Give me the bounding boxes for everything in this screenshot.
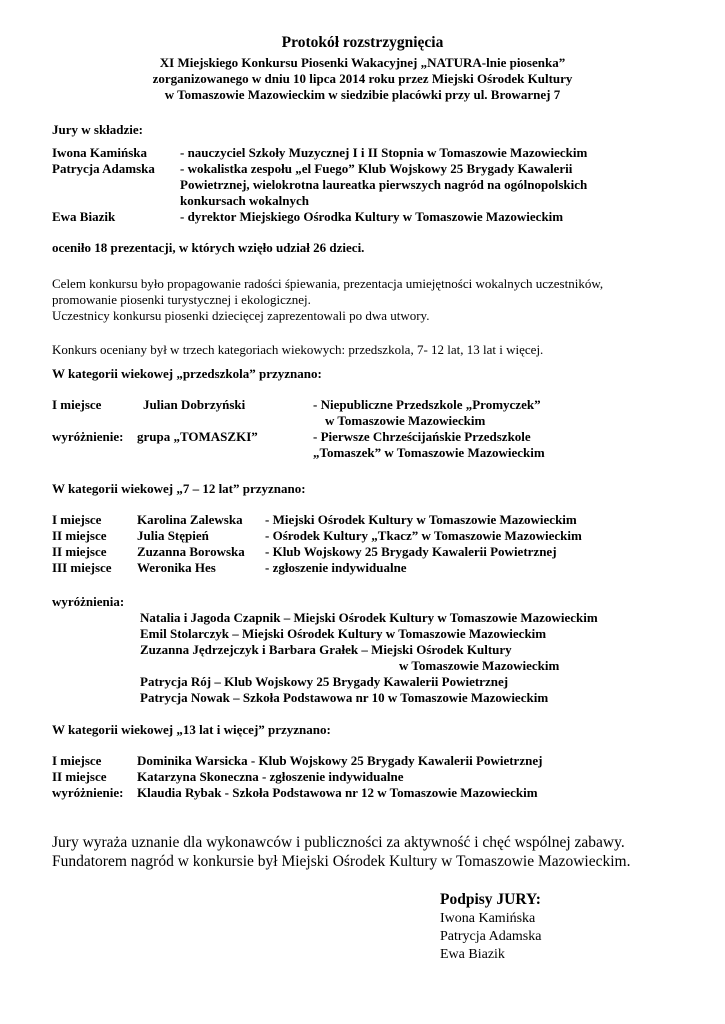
award-name: Weronika Hes — [137, 560, 216, 575]
award-place: I miejsce — [52, 512, 102, 527]
award-name: Julian Dobrzyński — [143, 397, 246, 412]
award-place: II miejsce — [52, 544, 107, 559]
signatures-heading: Podpisy JURY: — [440, 891, 541, 908]
award-org: - Klub Wojskowy 25 Brygady Kawalerii Powietrznej — [265, 544, 557, 559]
distinction-item: Emil Stolarczyk – Miejski Ośrodek Kultury w Tomaszowie Mazowieckim — [140, 626, 547, 641]
award-org: w Tomaszowie Mazowieckim — [325, 413, 486, 428]
document-title: Protokół rozstrzygnięcia — [281, 34, 444, 51]
award-place: II miejsce — [52, 769, 107, 784]
jury-member-desc: - wokalistka zespołu „el Fuego” Klub Wojskowy 25 Brygady Kawalerii — [180, 161, 573, 176]
category-heading: W kategorii wiekowej „13 lat i więcej” przyznano: — [52, 722, 331, 737]
award-place: I miejsce — [52, 753, 102, 768]
closing-line: Fundatorem nagród w konkursie był Miejski Ośrodek Kultury w Tomaszowie Mazowieckim. — [52, 853, 631, 870]
distinction-item: Patrycja Nowak – Szkoła Podstawowa nr 10 w Tomaszowie Mazowieckim — [140, 690, 549, 705]
award-org: - zgłoszenie indywidualne — [265, 560, 407, 575]
award-org: - Pierwsze Chrześcijańskie Przedszkole — [313, 429, 531, 444]
award-name: Julia Stępień — [137, 528, 209, 543]
jury-member-desc: konkursach wokalnych — [180, 193, 309, 208]
award-entry: Katarzyna Skoneczna - zgłoszenie indywidualne — [137, 769, 404, 784]
award-org: „Tomaszek” w Tomaszowie Mazowieckim — [313, 445, 545, 460]
jury-heading: Jury w składzie: — [52, 122, 143, 137]
signature-name: Iwona Kamińska — [440, 911, 536, 926]
header-line-2: zorganizowanego w dniu 10 lipca 2014 roku przez Miejski Ośrodek Kultury — [152, 71, 573, 86]
jury-member-name: Ewa Biazik — [52, 209, 116, 224]
intro-line: Uczestnicy konkursu piosenki dziecięcej zaprezentowali po dwa utwory. — [52, 308, 430, 323]
header-line-1: XI Miejskiego Konkursu Piosenki Wakacyjnej „NATURA-lnie piosenka” — [159, 55, 566, 70]
award-place: wyróżnienie: — [52, 785, 124, 800]
jury-member-name: Patrycja Adamska — [52, 161, 155, 176]
distinction-item: Patrycja Rój – Klub Wojskowy 25 Brygady Kawalerii Powietrznej — [140, 674, 509, 689]
closing-line: Jury wyraża uznanie dla wykonawców i publiczności za aktywność i chęć wspólnej zabawy. — [52, 834, 625, 851]
award-name: Zuzanna Borowska — [137, 544, 245, 559]
distinction-item: Zuzanna Jędrzejczyk i Barbara Grałek – Miejski Ośrodek Kultury — [140, 642, 512, 657]
award-entry: Klaudia Rybak - Szkoła Podstawowa nr 12 w Tomaszowie Mazowieckim — [137, 785, 538, 800]
jury-member-desc: Powietrznej, wielokrotna laureatka pierwszych nagród na ogólnopolskich — [180, 177, 588, 192]
category-heading: W kategorii wiekowej „przedszkola” przyznano: — [52, 366, 322, 381]
award-org: - Miejski Ośrodek Kultury w Tomaszowie Mazowieckim — [265, 512, 577, 527]
intro-line: promowanie piosenki turystycznej i ekologicznej. — [52, 292, 311, 307]
award-org: - Ośrodek Kultury „Tkacz” w Tomaszowie Mazowieckim — [265, 528, 582, 543]
award-name: grupa „TOMASZKI” — [137, 429, 258, 444]
signature-name: Ewa Biazik — [440, 947, 505, 962]
award-entry: Dominika Warsicka - Klub Wojskowy 25 Brygady Kawalerii Powietrznej — [137, 753, 543, 768]
intro-line: Celem konkursu było propagowanie radości śpiewania, prezentacja umiejętności wokalnych uczestników, — [52, 276, 604, 291]
jury-member-desc: - nauczyciel Szkoły Muzycznej I i II Stopnia w Tomaszowie Mazowieckim — [180, 145, 588, 160]
award-place: III miejsce — [52, 560, 112, 575]
distinctions-label: wyróżnienia: — [52, 594, 125, 609]
award-place: wyróżnienie: — [52, 429, 124, 444]
signature-name: Patrycja Adamska — [440, 929, 542, 944]
jury-member-name: Iwona Kamińska — [52, 145, 147, 160]
category-heading: W kategorii wiekowej „7 – 12 lat” przyznano: — [52, 481, 306, 496]
jury-member-desc: - dyrektor Miejskiego Ośrodka Kultury w Tomaszowie Mazowieckim — [180, 209, 564, 224]
distinction-item: w Tomaszowie Mazowieckim — [399, 658, 560, 673]
jury-summary: oceniło 18 prezentacji, w których wzięło udział 26 dzieci. — [52, 240, 365, 255]
award-name: Karolina Zalewska — [137, 512, 243, 527]
award-org: - Niepubliczne Przedszkole „Promyczek” — [313, 397, 541, 412]
award-place: II miejsce — [52, 528, 107, 543]
distinction-item: Natalia i Jagoda Czapnik – Miejski Ośrodek Kultury w Tomaszowie Mazowieckim — [140, 610, 598, 625]
award-place: I miejsce — [52, 397, 102, 412]
categories-note: Konkurs oceniany był w trzech kategoriach wiekowych: przedszkola, 7- 12 lat, 13 lat i więcej. — [52, 342, 544, 357]
header-line-3: w Tomaszowie Mazowieckim w siedzibie placówki przy ul. Browarnej 7 — [164, 87, 561, 102]
